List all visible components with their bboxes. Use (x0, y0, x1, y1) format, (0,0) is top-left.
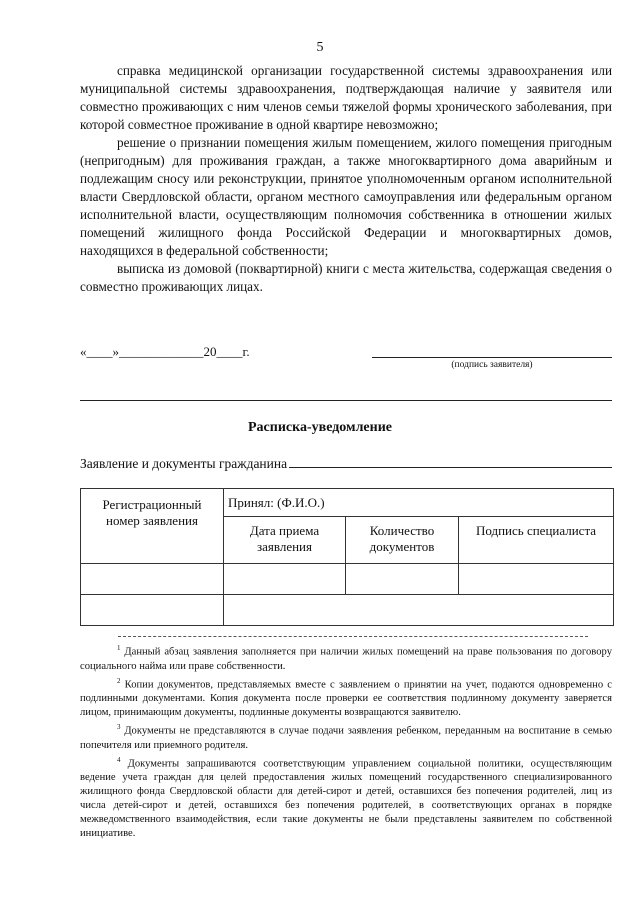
footnote: $^1$ Данный абзац заявления заполняется при наличии жилых помещений на праве пользования по договору социального найма или праве собственности. (80, 644, 612, 672)
table-cell (224, 564, 346, 595)
date-field: «____»_____________20____г. (80, 344, 250, 359)
documents-count-header: Количество документов (346, 517, 459, 564)
table-cell (224, 595, 614, 626)
page-number: 5 (316, 40, 324, 55)
footnotes (80, 641, 612, 841)
registration-table (80, 488, 614, 626)
paragraph-medical-certificate: справка медицинской организации государственной системы здравоохранения или муниципальной системы здравоохранения, подтверждающая наличие у заявителя или совместно проживающих с ним членов семьи тяжелой формы хронического заболевания, при которой совместное проживание в одной квартире невозможно; (80, 63, 612, 132)
applicant-name-line (289, 455, 612, 468)
table-cell (81, 595, 224, 626)
table-cell (346, 564, 459, 595)
applicant-label: Заявление и документы гражданина (80, 456, 288, 471)
paragraph-housing-decision: решение о признании помещения жилым помещением, жилого помещения пригодным (непригодным) для проживания граждан, а также многоквартирного дома аварийным и подлежащим сносу или реконструкции, принятое уполномоченным органом исполнительной власти Свердловской области, органом местного самоуправления или федеральным органом исполнительной власти, осуществляющим полномочия собственника в отношении жилых помещений жилищного фонда Российской Федерации и многоквартирных домов, находящихся в федеральной собственности; (80, 135, 612, 258)
date-received-header: Дата приема заявления (224, 517, 346, 564)
document-body (80, 62, 612, 296)
applicant-row (80, 455, 612, 472)
footnote: $^3$ Документы не представляются в случае подачи заявления ребенком, переданным на воспитание в семью попечителя или приемного родителя. (80, 723, 612, 751)
signature-caption: (подпись заявителя) (451, 360, 533, 370)
cut-line (80, 400, 612, 401)
footnote: $^2$ Копии документов, представляемых вместе с заявлением о принятии на учет, подаются одновременно с подлинными документами. Копия документа после проверки ее соответствия подлинному документу заверяется лицом, принимающим документы, подлинные документы возвращаются заявителю. (80, 676, 612, 719)
reg-number-header: Регистрационный номер заявления (81, 489, 224, 564)
footnote-separator (118, 636, 588, 637)
paragraph-house-register-extract: выписка из домовой (поквартирной) книги с места жительства, содержащая сведения о совместно проживающих лицах. (80, 261, 612, 294)
receipt-title: Расписка-уведомление (248, 420, 392, 435)
table-cell (81, 564, 224, 595)
signature-line (372, 357, 612, 358)
specialist-signature-header: Подпись специалиста (459, 517, 614, 564)
footnote: $^4$ Документы запрашиваются соответствующим управлением социальной политики, осуществляющим ведение учета граждан для целей предоставления жилых помещений государственного специализированного жилищного фонда Свердловской области для детей-сирот и детей, оставшихся без попечения родителей, лиц из числа детей-сирот и детей, оставшихся без попечения родителей, в соответствующих органах в порядке межведомственного взаимодействия, если такие документы не были представлены заявителем по собственной инициативе. (80, 755, 612, 840)
table-cell (459, 564, 614, 595)
accepted-by-header: Принял: (Ф.И.О.) (224, 489, 614, 517)
